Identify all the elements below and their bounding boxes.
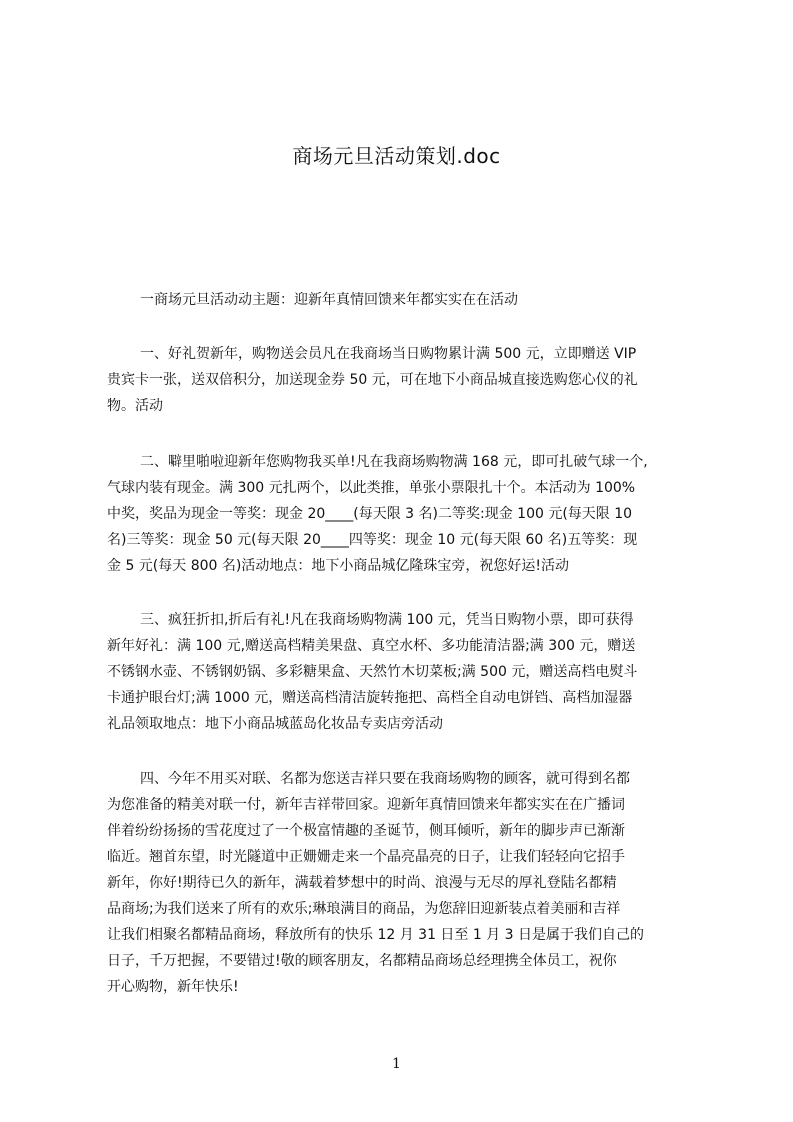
section-1 [107, 341, 700, 419]
paragraph-line: 礼品领取地点：地下小商品城蓝岛化妆品专卖店旁活动 [107, 716, 443, 732]
paragraph-line: 卡通护眼台灯;满 1000 元，赠送高档清洁旋转拖把、高档全自动电饼铛、高档加湿器 [107, 690, 633, 706]
paragraph-line: 四、今年不用买对联、名都为您送吉祥只要在我商场购物的顾客，就可得到名都 [140, 771, 630, 787]
paragraph-line: 一、好礼贺新年，购物送会员凡在我商场当日购物累计满 500 元，立即赠送 VIP [140, 346, 637, 362]
paragraph-line: 品商场;为我们送来了所有的欢乐;琳琅满目的商品，为您辞旧迎新装点着美丽和吉祥 [107, 901, 621, 917]
paragraph-line: 名)三等奖：现金 50 元(每天限 20____四等奖：现金 10 元(每天限 60 名)五等奖：现 [107, 532, 638, 548]
subject-line: 一商场元旦活动动主题：迎新年真情回馈来年都实实在在活动 [140, 292, 518, 308]
paragraph-line: 新年好礼：满 100 元,赠送高档精美果盘、真空水杯、多功能清洁器;满 300 元，赠送 [107, 638, 636, 654]
paragraph-line: 二、噼里啪啦迎新年您购物我买单!凡在我商场购物满 168 元，即可扎破气球一个, [140, 454, 648, 470]
paragraph-line: 新年，你好!期待已久的新年，满载着梦想中的时尚、浪漫与无尽的厚礼登陆名都精 [107, 875, 617, 891]
paragraph-line: 为您准备的精美对联一付，新年吉祥带回家。迎新年真情回馈来年都实实在在广播词 [107, 797, 625, 813]
paragraph-line: 日子，千万把握，不要错过!敬的顾客朋友，名都精品商场总经理携全体员工，祝你 [107, 953, 617, 969]
paragraph-line: 临近。翘首东望，时光隧道中正姗姗走来一个晶亮晶亮的日子，让我们轻轻向它招手 [107, 849, 625, 865]
section-2 [107, 449, 700, 579]
paragraph-line: 不锈钢水壶、不锈钢奶锅、多彩糖果盒、天然竹木切菜板;满 500 元，赠送高档电熨斗 [107, 664, 638, 680]
paragraph-line: 物。活动 [107, 398, 163, 414]
section-4 [107, 766, 700, 1000]
paragraph-line: 三、疯狂折扣,折后有礼!凡在我商场购物满 100 元，凭当日购物小票，即可获得 [140, 612, 634, 628]
paragraph-line: 贵宾卡一张，送双倍积分，加送现金券 50 元，可在地下小商品城直接选购您心仪的礼 [107, 372, 638, 388]
page-number: 1 [392, 1056, 401, 1072]
paragraph-line: 让我们相聚名都精品商场，释放所有的快乐 12 月 31 日至 1 月 3 日是属于我们自己的 [107, 927, 645, 943]
section-3 [107, 607, 700, 737]
paragraph-line: 开心购物，新年快乐! [107, 979, 239, 995]
paragraph-line: 中奖，奖品为现金一等奖：现金 20____(每天限 3 名)二等奖:现金 100 元(每天限 10 [107, 506, 633, 522]
document-title: 商场元旦活动策划.doc [292, 144, 501, 168]
paragraph-line: 气球内装有现金。满 300 元扎两个，以此类推，单张小票限扎十个。本活动为 100% [107, 480, 636, 496]
paragraph-line: 金 5 元(每天 800 名)活动地点：地下小商品城亿隆珠宝旁，祝您好运!活动 [107, 558, 569, 574]
paragraph-line: 伴着纷纷扬扬的雪花度过了一个极富情趣的圣诞节，侧耳倾听，新年的脚步声已渐渐 [107, 823, 625, 839]
